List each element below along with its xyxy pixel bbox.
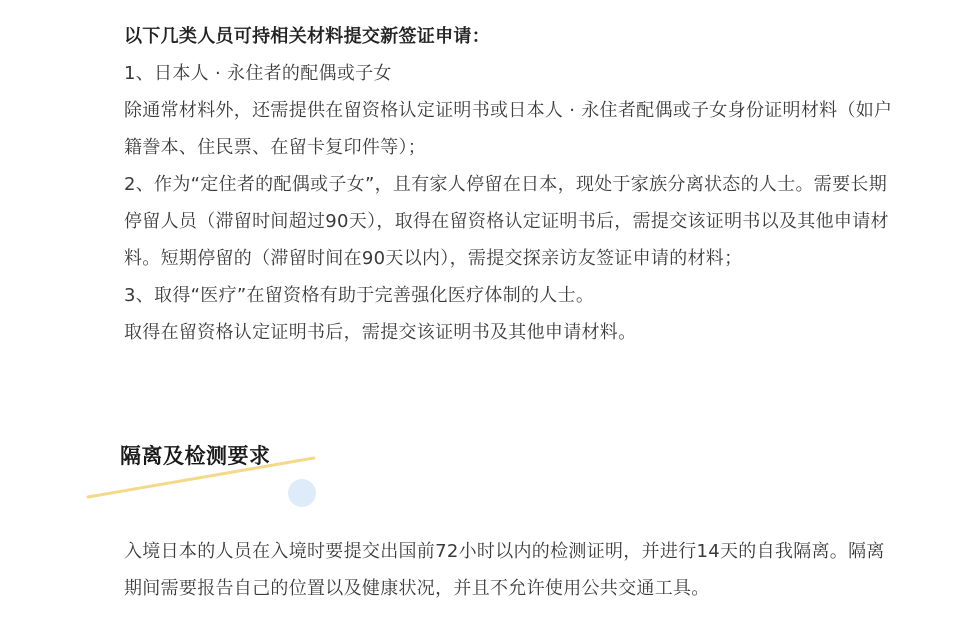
visa-application-section xyxy=(124,18,896,351)
decorative-dot xyxy=(288,479,316,507)
quarantine-paragraph: 入境日本的人员在入境时要提交出国前72小时以内的检测证明，并进行14天的自我隔离。隔离期间需要报告自己的位置以及健康状况，并且不允许使用公共交通工具。 xyxy=(124,541,885,599)
paragraph-5: 取得在留资格认定证明书后，需提交该证明书及其他申请材料。 xyxy=(124,322,637,343)
section-title: 隔离及检测要求 xyxy=(120,444,271,468)
paragraph-1: 1、日本人 · 永住者的配偶或子女 xyxy=(124,63,392,84)
paragraph-2: 除通常材料外，还需提供在留资格认定证明书或日本人 · 永住者配偶或子女身份证明材料（如户籍誊本、住民票、在留卡复印件等）； xyxy=(124,100,893,158)
section-header-quarantine xyxy=(86,434,346,524)
section-intro: 以下几类人员可持相关材料提交新签证申请： xyxy=(124,26,490,47)
paragraph-4: 3、取得“医疗”在留资格有助于完善强化医疗体制的人士。 xyxy=(124,285,595,306)
paragraph-3: 2、作为“定住者的配偶或子女”，且有家人停留在日本，现处于家族分离状态的人士。需要长期停留人员（滞留时间超过90天），取得在留资格认定证明书后，需提交该证明书以及其他申请材料。短期停留的（滞留时间在90天以内），需提交探亲访友签证申请的材料； xyxy=(124,174,889,269)
quarantine-section xyxy=(124,533,896,607)
